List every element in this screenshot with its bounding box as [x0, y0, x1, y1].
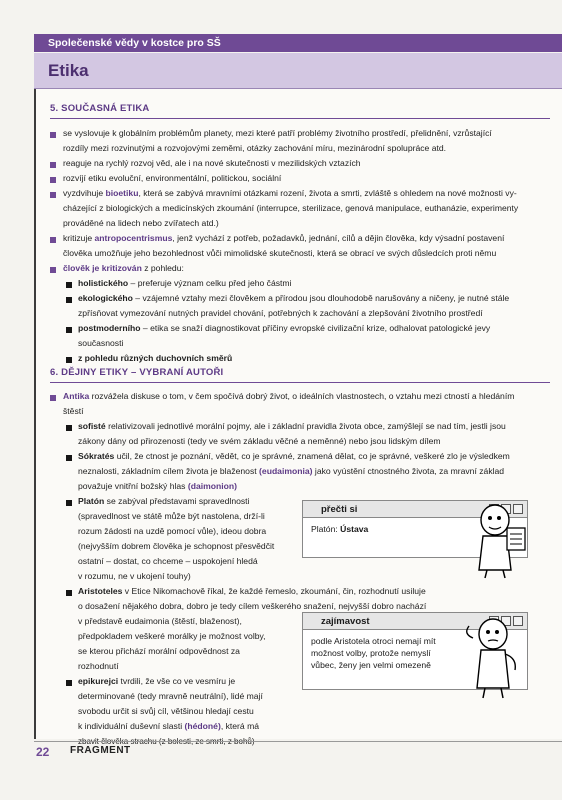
sub-item-cont: současnosti — [78, 338, 124, 348]
section-divider — [50, 118, 550, 119]
sub-item-cont: svobodu určit si svůj cíl, většinou hledají cestu — [78, 706, 254, 716]
bullet-icon — [50, 267, 56, 273]
sub-item — [78, 291, 509, 306]
term: (hédoné) — [184, 721, 221, 731]
sub-item-cont: zákony dány od přirozenosti (tedy ve svém základu věčné a neměnné) nebo jsou lidským dílem — [78, 436, 441, 446]
sub-item-cont: determinované (tedy mravně neutrální), lidé mají — [78, 691, 263, 701]
chapter-title-band — [34, 53, 562, 89]
section-divider — [50, 382, 550, 383]
bullet-icon — [50, 162, 56, 168]
bullet-icon — [66, 425, 72, 431]
list-item — [63, 389, 514, 404]
page-number: 22 — [36, 745, 50, 759]
bullet-icon — [66, 357, 72, 363]
text: – preferuje význam celku před jeho částmi — [128, 278, 292, 288]
sub-item-cont: ostatní – dostat, co chceme – uspokojení hledá — [78, 556, 258, 566]
sub-item-cont: rozhodnutí — [78, 661, 119, 671]
fact-line: vůbec, ženy jen velmi omezeně — [311, 660, 431, 670]
term: (daimonion) — [187, 481, 238, 491]
footer-divider — [34, 741, 562, 742]
text: k individuální duševní slasti — [78, 721, 185, 731]
bullet-icon — [50, 192, 56, 198]
term: holistického — [78, 278, 129, 288]
text: se zabýval představami spravedlnosti — [104, 496, 250, 506]
bullet-icon — [50, 177, 56, 183]
thinking-figure-icon — [455, 612, 535, 702]
text: vyzdvihuje — [63, 188, 106, 198]
text: jako vyústění ctnostného života, za mravní základ — [312, 466, 505, 476]
text: z pohledu: — [141, 263, 184, 273]
list-item-cont: rozdíly mezi rozvinutými a rozvojovými zeměmi, otázky zachování míru, mezinárodní spolupráce atd. — [63, 143, 447, 153]
sub-item-cont: předpokladem veškeré morálky je možnost volby, — [78, 631, 266, 641]
sub-item-cont: o dosažení nějakého dobra, dobro je tedy cílem veškerého snažení, nejvyšší dobro nachází — [78, 601, 427, 611]
text: považuje vnitřní božský hlas — [78, 481, 188, 491]
read-label: Platón: — [311, 524, 341, 534]
bullet-icon — [50, 395, 56, 401]
read-work: Ústava — [340, 524, 369, 534]
term: (eudaimonia) — [259, 466, 313, 476]
sub-item-cont: (nejvyšším dobrem člověka je schopnost přesvědčit — [78, 541, 275, 551]
list-item — [63, 231, 504, 246]
reader-figure-icon — [465, 500, 537, 580]
fact-line: podle Aristotela otroci nemají mít — [311, 636, 436, 646]
text: – vzájemné vztahy mezi člověkem a přírodou jsou dlouhodobě narušovány a ničeny, je nutné stále — [132, 293, 510, 303]
sub-item-cont: v rozumu, ne v ukojení touhy) — [78, 571, 191, 581]
chapter-title: Etika — [48, 61, 89, 80]
text: kritizuje — [63, 233, 95, 243]
list-item-cont: štěstí — [63, 406, 84, 416]
bullet-icon — [50, 132, 56, 138]
term: antropocentrismus — [94, 233, 173, 243]
bullet-icon — [66, 327, 72, 333]
bullet-icon — [66, 500, 72, 506]
list-item: rozvíjí etiku evoluční, environmentální, politickou, sociální — [63, 173, 282, 183]
list-item: se vyslovuje k globálním problémům planety, mezi které patří problémy životního prostředí, přelidnění, vzrůstající — [63, 128, 492, 138]
sub-item — [78, 674, 235, 689]
sub-item — [78, 584, 426, 599]
term: bioetiku — [105, 188, 139, 198]
text: neznalosti, základním cílem života je blaženost — [78, 466, 260, 476]
term: Platón — [78, 496, 105, 506]
term: Sókratés — [78, 451, 115, 461]
term: ekologického — [78, 293, 133, 303]
term: člověk je kritizován — [63, 263, 142, 273]
sub-item-cont: se kterou přichází morální odpovědnost za — [78, 646, 240, 656]
list-item: reaguje na rychlý rozvoj věd, ale i na nové skutečnosti v mezilidských vztazích — [63, 158, 361, 168]
fact-box-title: zajímavost — [321, 616, 370, 627]
bullet-icon — [66, 590, 72, 596]
bullet-icon — [50, 237, 56, 243]
sub-item-cont — [78, 719, 259, 734]
text: relativizovali jednotlivé morální pojmy, ale i základní pravidla života obce, zamýšlejí se nad tím, jestli jsou — [105, 421, 506, 431]
text: , jenž vychází z potřeb, požadavků, jednání, cílů a dějin člověka, kdy výsadní postavení — [172, 233, 505, 243]
text: tvrdili, že vše co ve vesmíru je — [118, 676, 236, 686]
sub-item-cont: (spravedlnost ve státě může být nastolena, drží-li — [78, 511, 265, 521]
text: v Etice Nikomachově říkal, že každé řemeslo, zkoumání, čin, rozhodnutí usiluje — [122, 586, 426, 596]
sub-item-cont — [78, 464, 504, 479]
sub-item — [78, 419, 506, 434]
book-title-bar — [34, 34, 562, 52]
text: učil, že ctnost je poznání, vědět, co je správné, znamená dělat, co je správné, veškeré zlo je výsledkem — [114, 451, 510, 461]
text: rozvážela diskuse o tom, v čem spočívá dobrý život, o ideálních vlastnostech, o vztahu mezi ctností a hledáním — [89, 391, 515, 401]
sub-item-cont: zpřísňovat vymezování nutných pravidel chování, potřebných k zachování a zlepšování životního prostředí — [78, 308, 483, 318]
list-item-cont: cházející z biologických a medicínských zkoumání (interrupce, sterilizace, genová manipulace, euthanázie, experimenty — [63, 203, 519, 213]
list-item — [63, 261, 184, 276]
read-box-title: přečti si — [321, 504, 358, 515]
sub-item-cont: rozum žádosti na uzdě pomocí vůle), ideou dobra — [78, 526, 267, 536]
list-item-cont: člověka umožňuje jeho bezohlednost vůči mimolidské skutečnosti, která se obrací ve svých důsledcích proti němu — [63, 248, 497, 258]
sub-item — [78, 449, 510, 464]
bullet-icon — [66, 455, 72, 461]
sub-item — [78, 276, 292, 291]
list-item-cont: prováděné na lidech nebo zvířatech atd.) — [63, 218, 219, 228]
term: Antika — [63, 391, 90, 401]
sub-item — [78, 494, 249, 509]
sub-item — [78, 321, 490, 336]
term: Aristoteles — [78, 586, 123, 596]
fact-line: možnost volby, protože nemyslí — [311, 648, 431, 658]
sub-item-cont — [78, 479, 237, 494]
sub-item-cont: v představě eudaimonia (štěstí, blaženost), — [78, 616, 242, 626]
bullet-icon — [66, 297, 72, 303]
sub-item: z pohledu různých duchovních směrů — [78, 353, 233, 363]
list-item — [63, 186, 517, 201]
text: – etika se snaží diagnostikovat příčiny evropské civilizační krize, odhalovat patologické jevy — [140, 323, 491, 333]
publisher-logo: FRAGMENT — [70, 745, 131, 756]
term: postmoderního — [78, 323, 141, 333]
book-title: Společenské vědy v kostce pro SŠ — [48, 37, 221, 49]
section-heading: 6. DĚJINY ETIKY – VYBRANÍ AUTOŘI — [50, 367, 224, 378]
text: , která se zabývá mravními otázkami rození, života a smrti, zvláště s ohledem na nové možnosti vy- — [138, 188, 517, 198]
section-heading: 5. SOUČASNÁ ETIKA — [50, 103, 150, 114]
term: epikurejci — [78, 676, 119, 686]
bullet-icon — [66, 680, 72, 686]
text: , která má — [220, 721, 260, 731]
term: sofisté — [78, 421, 106, 431]
bullet-icon — [66, 282, 72, 288]
